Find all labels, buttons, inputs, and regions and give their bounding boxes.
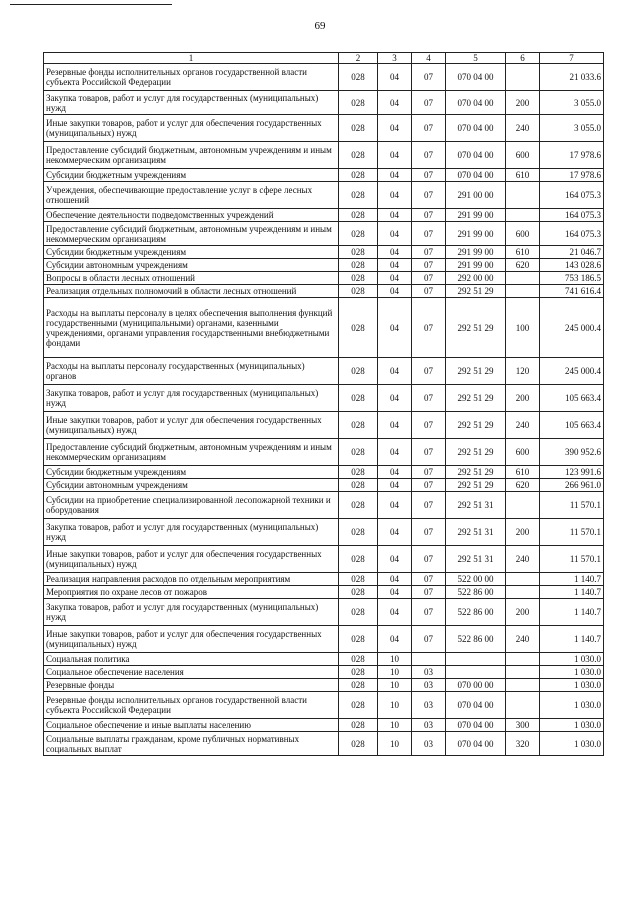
table-row: [44, 666, 604, 679]
target-article-cell: 070 04 00: [446, 115, 506, 142]
item-name-cell: Социальное обеспечение населения: [44, 666, 339, 679]
item-name-cell: Иные закупки товаров, работ и услуг для обеспечения государственных (муниципальных) нужд: [44, 115, 339, 142]
expense-type-cell: 610: [506, 466, 540, 479]
kvsr-cell: 028: [339, 599, 378, 626]
expense-type-cell: [506, 64, 540, 91]
table-row: [44, 692, 604, 719]
section-cell: 04: [378, 285, 412, 298]
amount-cell: 1 140.7: [540, 586, 604, 599]
target-article-cell: 292 51 29: [446, 285, 506, 298]
subsection-cell: 03: [412, 732, 446, 756]
item-name-cell: Резервные фонды: [44, 679, 339, 692]
amount-cell: 1 030.0: [540, 653, 604, 666]
kvsr-cell: 028: [339, 142, 378, 169]
item-name-cell: Субсидии бюджетным учреждениям: [44, 246, 339, 259]
subsection-cell: 03: [412, 679, 446, 692]
kvsr-cell: 028: [339, 439, 378, 466]
item-name-cell: Вопросы в области лесных отношений: [44, 272, 339, 285]
section-cell: 04: [378, 91, 412, 115]
item-name-cell: Субсидии на приобретение специализированной лесопожарной техники и оборудования: [44, 492, 339, 519]
subsection-cell: 07: [412, 385, 446, 412]
expense-type-cell: 320: [506, 732, 540, 756]
target-article-cell: [446, 653, 506, 666]
table-row: [44, 412, 604, 439]
section-cell: 04: [378, 573, 412, 586]
kvsr-cell: 028: [339, 479, 378, 492]
section-cell: 04: [378, 358, 412, 385]
expense-type-cell: 200: [506, 519, 540, 546]
target-article-cell: 292 51 29: [446, 412, 506, 439]
subsection-cell: 07: [412, 358, 446, 385]
kvsr-cell: 028: [339, 358, 378, 385]
section-cell: 04: [378, 259, 412, 272]
expense-type-cell: 240: [506, 626, 540, 653]
page-number: 69: [314, 20, 326, 32]
col-header-1: 1: [44, 53, 339, 64]
table-row: [44, 115, 604, 142]
target-article-cell: 292 51 29: [446, 439, 506, 466]
subsection-cell: 07: [412, 285, 446, 298]
target-article-cell: 070 04 00: [446, 692, 506, 719]
expense-type-cell: 620: [506, 479, 540, 492]
kvsr-cell: 028: [339, 182, 378, 209]
table-row: [44, 358, 604, 385]
table-row: [44, 492, 604, 519]
amount-cell: 1 030.0: [540, 666, 604, 679]
amount-cell: 1 030.0: [540, 719, 604, 732]
table-row: [44, 546, 604, 573]
amount-cell: 11 570.1: [540, 492, 604, 519]
kvsr-cell: 028: [339, 285, 378, 298]
expense-type-cell: 610: [506, 246, 540, 259]
subsection-cell: 07: [412, 91, 446, 115]
subsection-cell: 07: [412, 259, 446, 272]
subsection-cell: [412, 653, 446, 666]
item-name-cell: Резервные фонды исполнительных органов государственной власти субъекта Российской Федерации: [44, 64, 339, 91]
section-cell: 10: [378, 732, 412, 756]
kvsr-cell: 028: [339, 272, 378, 285]
expense-type-cell: 620: [506, 259, 540, 272]
target-article-cell: 291 99 00: [446, 209, 506, 222]
table-row: [44, 679, 604, 692]
target-article-cell: 292 51 31: [446, 546, 506, 573]
section-cell: 04: [378, 626, 412, 653]
header-row: [44, 53, 604, 64]
section-cell: 04: [378, 246, 412, 259]
target-article-cell: 070 04 00: [446, 169, 506, 182]
table-row: [44, 246, 604, 259]
section-cell: 04: [378, 412, 412, 439]
target-article-cell: 291 99 00: [446, 222, 506, 246]
expense-type-cell: [506, 586, 540, 599]
subsection-cell: 03: [412, 692, 446, 719]
amount-cell: 21 046.7: [540, 246, 604, 259]
section-cell: 04: [378, 546, 412, 573]
kvsr-cell: 028: [339, 692, 378, 719]
amount-cell: 266 961.0: [540, 479, 604, 492]
target-article-cell: 291 99 00: [446, 246, 506, 259]
section-cell: 04: [378, 182, 412, 209]
kvsr-cell: 028: [339, 64, 378, 91]
item-name-cell: Расходы на выплаты персоналу государственных (муниципальных) органов: [44, 358, 339, 385]
col-header-7: 7: [540, 53, 604, 64]
kvsr-cell: 028: [339, 91, 378, 115]
expense-type-cell: [506, 666, 540, 679]
col-header-4: 4: [412, 53, 446, 64]
amount-cell: 390 952.6: [540, 439, 604, 466]
target-article-cell: 070 04 00: [446, 91, 506, 115]
item-name-cell: Резервные фонды исполнительных органов государственной власти субъекта Российской Федерации: [44, 692, 339, 719]
target-article-cell: 292 51 29: [446, 298, 506, 358]
expense-type-cell: 240: [506, 412, 540, 439]
kvsr-cell: 028: [339, 719, 378, 732]
table-row: [44, 573, 604, 586]
table-row: [44, 599, 604, 626]
kvsr-cell: 028: [339, 209, 378, 222]
kvsr-cell: 028: [339, 519, 378, 546]
expense-type-cell: [506, 272, 540, 285]
subsection-cell: 03: [412, 719, 446, 732]
target-article-cell: 070 00 00: [446, 679, 506, 692]
amount-cell: 1 140.7: [540, 573, 604, 586]
target-article-cell: 070 04 00: [446, 719, 506, 732]
kvsr-cell: 028: [339, 466, 378, 479]
table-row: [44, 439, 604, 466]
amount-cell: 741 616.4: [540, 285, 604, 298]
target-article-cell: 070 04 00: [446, 142, 506, 169]
table-body: [44, 64, 604, 756]
amount-cell: 245 000.4: [540, 358, 604, 385]
amount-cell: 245 000.4: [540, 298, 604, 358]
item-name-cell: Иные закупки товаров, работ и услуг для обеспечения государственных (муниципальных) нужд: [44, 412, 339, 439]
item-name-cell: Субсидии бюджетным учреждениям: [44, 169, 339, 182]
amount-cell: 1 030.0: [540, 692, 604, 719]
item-name-cell: Социальные выплаты гражданам, кроме публичных нормативных социальных выплат: [44, 732, 339, 756]
subsection-cell: 07: [412, 272, 446, 285]
section-cell: 04: [378, 169, 412, 182]
target-article-cell: 292 51 29: [446, 466, 506, 479]
table-row: [44, 586, 604, 599]
kvsr-cell: 028: [339, 385, 378, 412]
amount-cell: 123 991.6: [540, 466, 604, 479]
target-article-cell: 292 51 29: [446, 385, 506, 412]
target-article-cell: 292 51 29: [446, 479, 506, 492]
kvsr-cell: 028: [339, 666, 378, 679]
item-name-cell: Реализация отдельных полномочий в области лесных отношений: [44, 285, 339, 298]
item-name-cell: Субсидии бюджетным учреждениям: [44, 466, 339, 479]
target-article-cell: 522 00 00: [446, 573, 506, 586]
subsection-cell: 07: [412, 182, 446, 209]
subsection-cell: 03: [412, 666, 446, 679]
table-row: [44, 209, 604, 222]
subsection-cell: 07: [412, 169, 446, 182]
section-cell: 04: [378, 586, 412, 599]
amount-cell: 11 570.1: [540, 546, 604, 573]
amount-cell: 1 030.0: [540, 679, 604, 692]
expense-type-cell: 240: [506, 115, 540, 142]
amount-cell: 17 978.6: [540, 142, 604, 169]
item-name-cell: Иные закупки товаров, работ и услуг для обеспечения государственных (муниципальных) нужд: [44, 546, 339, 573]
subsection-cell: 07: [412, 626, 446, 653]
section-cell: 04: [378, 466, 412, 479]
section-cell: 04: [378, 115, 412, 142]
amount-cell: 164 075.3: [540, 182, 604, 209]
table-row: [44, 479, 604, 492]
expense-type-cell: 600: [506, 222, 540, 246]
expense-type-cell: 600: [506, 142, 540, 169]
target-article-cell: 291 99 00: [446, 259, 506, 272]
subsection-cell: 07: [412, 466, 446, 479]
expense-type-cell: [506, 653, 540, 666]
target-article-cell: 070 04 00: [446, 732, 506, 756]
subsection-cell: 07: [412, 246, 446, 259]
kvsr-cell: 028: [339, 573, 378, 586]
table-row: [44, 222, 604, 246]
table-row: [44, 142, 604, 169]
amount-cell: 3 055.0: [540, 115, 604, 142]
item-name-cell: Субсидии автономным учреждениям: [44, 479, 339, 492]
kvsr-cell: 028: [339, 679, 378, 692]
amount-cell: 143 028.6: [540, 259, 604, 272]
target-article-cell: [446, 666, 506, 679]
item-name-cell: Предоставление субсидий бюджетным, автономным учреждениям и иным некоммерческим организациям: [44, 439, 339, 466]
subsection-cell: 07: [412, 298, 446, 358]
table-row: [44, 466, 604, 479]
target-article-cell: 070 04 00: [446, 64, 506, 91]
table-row: [44, 298, 604, 358]
expense-type-cell: 100: [506, 298, 540, 358]
expense-type-cell: [506, 679, 540, 692]
amount-cell: 11 570.1: [540, 519, 604, 546]
item-name-cell: Субсидии автономным учреждениям: [44, 259, 339, 272]
table-row: [44, 91, 604, 115]
amount-cell: 1 140.7: [540, 599, 604, 626]
item-name-cell: Закупка товаров, работ и услуг для государственных (муниципальных) нужд: [44, 599, 339, 626]
expense-type-cell: 200: [506, 91, 540, 115]
expense-type-cell: [506, 492, 540, 519]
expense-type-cell: [506, 209, 540, 222]
item-name-cell: Предоставление субсидий бюджетным, автономным учреждениям и иным некоммерческим организациям: [44, 142, 339, 169]
section-cell: 04: [378, 272, 412, 285]
section-cell: 10: [378, 666, 412, 679]
item-name-cell: Предоставление субсидий бюджетным, автономным учреждениям и иным некоммерческим организациям: [44, 222, 339, 246]
amount-cell: 105 663.4: [540, 412, 604, 439]
subsection-cell: 07: [412, 115, 446, 142]
amount-cell: 105 663.4: [540, 385, 604, 412]
subsection-cell: 07: [412, 586, 446, 599]
kvsr-cell: 028: [339, 259, 378, 272]
item-name-cell: Обеспечение деятельности подведомственных учреждений: [44, 209, 339, 222]
table-row: [44, 385, 604, 412]
section-cell: 04: [378, 439, 412, 466]
expense-type-cell: 300: [506, 719, 540, 732]
col-header-6: 6: [506, 53, 540, 64]
top-rule: [10, 4, 172, 5]
amount-cell: 21 033.6: [540, 64, 604, 91]
expense-type-cell: 600: [506, 439, 540, 466]
item-name-cell: Социальная политика: [44, 653, 339, 666]
col-header-3: 3: [378, 53, 412, 64]
item-name-cell: Иные закупки товаров, работ и услуг для обеспечения государственных (муниципальных) нужд: [44, 626, 339, 653]
kvsr-cell: 028: [339, 546, 378, 573]
table-row: [44, 519, 604, 546]
expense-type-cell: [506, 182, 540, 209]
kvsr-cell: 028: [339, 732, 378, 756]
subsection-cell: 07: [412, 439, 446, 466]
expense-type-cell: [506, 692, 540, 719]
item-name-cell: Закупка товаров, работ и услуг для государственных (муниципальных) нужд: [44, 519, 339, 546]
table-row: [44, 285, 604, 298]
kvsr-cell: 028: [339, 222, 378, 246]
item-name-cell: Мероприятия по охране лесов от пожаров: [44, 586, 339, 599]
subsection-cell: 07: [412, 209, 446, 222]
expense-type-cell: 120: [506, 358, 540, 385]
table-row: [44, 732, 604, 756]
amount-cell: 1 030.0: [540, 732, 604, 756]
section-cell: 10: [378, 719, 412, 732]
col-header-2: 2: [339, 53, 378, 64]
section-cell: 10: [378, 653, 412, 666]
expense-type-cell: 200: [506, 385, 540, 412]
expense-type-cell: [506, 573, 540, 586]
table-row: [44, 169, 604, 182]
subsection-cell: 07: [412, 222, 446, 246]
target-article-cell: 522 86 00: [446, 599, 506, 626]
amount-cell: 3 055.0: [540, 91, 604, 115]
item-name-cell: Социальное обеспечение и иные выплаты населению: [44, 719, 339, 732]
col-header-5: 5: [446, 53, 506, 64]
table-row: [44, 182, 604, 209]
kvsr-cell: 028: [339, 626, 378, 653]
target-article-cell: 292 00 00: [446, 272, 506, 285]
item-name-cell: Закупка товаров, работ и услуг для государственных (муниципальных) нужд: [44, 385, 339, 412]
kvsr-cell: 028: [339, 653, 378, 666]
item-name-cell: Учреждения, обеспечивающие предоставление услуг в сфере лесных отношений: [44, 182, 339, 209]
section-cell: 04: [378, 519, 412, 546]
table-row: [44, 259, 604, 272]
kvsr-cell: 028: [339, 246, 378, 259]
kvsr-cell: 028: [339, 586, 378, 599]
amount-cell: 164 075.3: [540, 209, 604, 222]
subsection-cell: 07: [412, 519, 446, 546]
expense-type-cell: 200: [506, 599, 540, 626]
target-article-cell: 522 86 00: [446, 586, 506, 599]
section-cell: 10: [378, 679, 412, 692]
amount-cell: 1 140.7: [540, 626, 604, 653]
target-article-cell: 292 51 29: [446, 358, 506, 385]
expense-type-cell: 610: [506, 169, 540, 182]
section-cell: 04: [378, 209, 412, 222]
target-article-cell: 522 86 00: [446, 626, 506, 653]
item-name-cell: Реализация направления расходов по отдельным мероприятиям: [44, 573, 339, 586]
amount-cell: 164 075.3: [540, 222, 604, 246]
kvsr-cell: 028: [339, 115, 378, 142]
table-row: [44, 64, 604, 91]
amount-cell: 753 186.5: [540, 272, 604, 285]
kvsr-cell: 028: [339, 492, 378, 519]
budget-table: [43, 52, 604, 756]
item-name-cell: Расходы на выплаты персоналу в целях обеспечения выполнения функций государственными (муниципальными) органами, казенными учреждениями, органами управления государственными внебюджетными фондами: [44, 298, 339, 358]
subsection-cell: 07: [412, 412, 446, 439]
target-article-cell: 291 00 00: [446, 182, 506, 209]
target-article-cell: 292 51 31: [446, 492, 506, 519]
kvsr-cell: 028: [339, 298, 378, 358]
section-cell: 04: [378, 142, 412, 169]
table-row: [44, 272, 604, 285]
kvsr-cell: 028: [339, 169, 378, 182]
section-cell: 04: [378, 479, 412, 492]
section-cell: 10: [378, 692, 412, 719]
section-cell: 04: [378, 64, 412, 91]
subsection-cell: 07: [412, 573, 446, 586]
kvsr-cell: 028: [339, 412, 378, 439]
section-cell: 04: [378, 298, 412, 358]
table-row: [44, 653, 604, 666]
expense-type-cell: 240: [506, 546, 540, 573]
subsection-cell: 07: [412, 546, 446, 573]
expense-type-cell: [506, 285, 540, 298]
target-article-cell: 292 51 31: [446, 519, 506, 546]
section-cell: 04: [378, 492, 412, 519]
section-cell: 04: [378, 385, 412, 412]
section-cell: 04: [378, 222, 412, 246]
subsection-cell: 07: [412, 599, 446, 626]
subsection-cell: 07: [412, 492, 446, 519]
subsection-cell: 07: [412, 479, 446, 492]
section-cell: 04: [378, 599, 412, 626]
item-name-cell: Закупка товаров, работ и услуг для государственных (муниципальных) нужд: [44, 91, 339, 115]
table-row: [44, 719, 604, 732]
subsection-cell: 07: [412, 142, 446, 169]
amount-cell: 17 978.6: [540, 169, 604, 182]
table-row: [44, 626, 604, 653]
subsection-cell: 07: [412, 64, 446, 91]
